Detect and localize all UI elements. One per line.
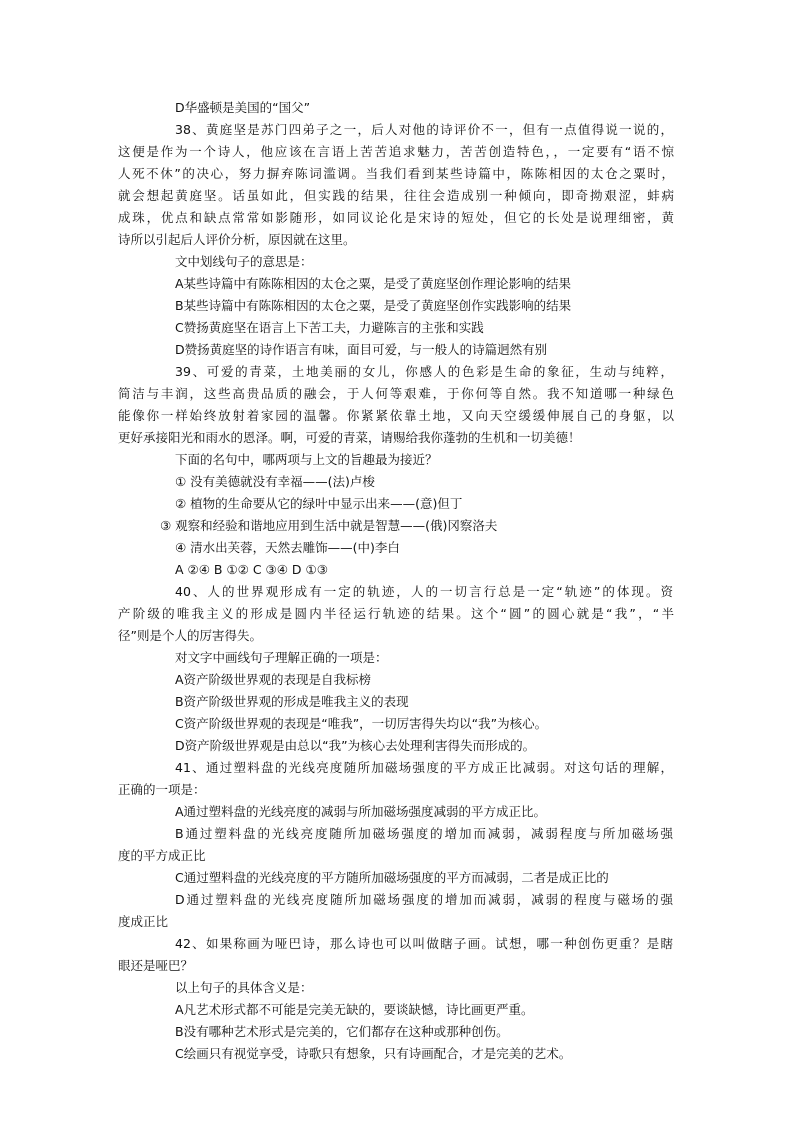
q42-paragraph-line: 眼还是哑巴？	[118, 958, 194, 973]
q38-paragraph-line: 38、黄庭坚是苏门四弟子之一，后人对他的诗评价不一，但有一点值得说一说的，	[175, 122, 673, 137]
q39-paragraph-line: 更好承接阳光和雨水的恩泽。啊，可爱的青菜，请赐给我你蓬勃的生机和一切美德！	[118, 430, 581, 445]
q38-paragraph-line: 这便是作为一个诗人，他应该在言语上苦苦追求魅力，苦苦创造特色，，一定要有“语不惊	[118, 144, 674, 159]
q42-option-a: A凡艺术形式都不可能是完美无缺的，要谈缺憾，诗比画更严重。	[175, 1002, 534, 1017]
q38-paragraph-line: 诗所以引起后人评价分析，原因就在这里。	[118, 232, 356, 247]
q38-paragraph-line: 就会想起黄庭坚。话虽如此，但实践的结果，往往会造成别一种倾向，即奇拗艰涩，蚌病	[118, 188, 674, 203]
q42-option-c: C绘画只有视觉享受，诗歌只有想象，只有诗画配合，才是完美的艺术。	[175, 1046, 572, 1061]
q39-options: A ②④ B ①② C ③④ D ①③	[175, 562, 328, 577]
q42-option-b: B没有哪种艺术形式是完美的，它们都存在这种或那种创伤。	[175, 1024, 509, 1039]
q39-quote-4: ④ 清水出芙蓉，天然去雕饰——(中)李白	[175, 540, 400, 555]
q39-prompt: 下面的名句中，哪两项与上文的旨趣最为接近？	[175, 452, 438, 467]
q40-paragraph-line: 40、人的世界观形成有一定的轨迹，人的一切言行总是一定“轨迹”的体现。资	[175, 584, 673, 599]
q41-paragraph-line: 41、通过塑料盘的光线亮度随所加磁场强度的平方成正比减弱。对这句话的理解，	[175, 760, 673, 775]
q41-option-d-cont: 度成正比	[118, 914, 169, 929]
q40-paragraph-line: 径”则是个人的厉害得失。	[118, 628, 262, 643]
q39-quote-3: ③ 观察和经验和谐地应用到生活中就是智慧——(俄)冈察洛夫	[160, 518, 498, 533]
q40-option-a: A资产阶级世界观的表现是自我标榜	[175, 672, 372, 687]
q40-option-d: D资产阶级世界观是由总以“我”为核心去处理利害得失而形成的。	[175, 738, 536, 753]
q42-paragraph-line: 42、如果称画为哑巴诗，那么诗也可以叫做瞎子画。试想，哪一种创伤更重？是瞎	[175, 936, 673, 951]
q39-quote-1: ① 没有美德就没有幸福——(法)卢梭	[175, 474, 375, 489]
q38-option-a: A某些诗篇中有陈陈相因的太仓之粟，是受了黄庭坚创作理论影响的结果	[175, 276, 572, 291]
q39-paragraph-line: 39、可爱的青菜，土地美丽的女儿，你感人的色彩是生命的象征，生动与纯粹，	[175, 364, 673, 379]
q40-prompt: 对文字中画线句子理解正确的一项是：	[175, 650, 388, 665]
q41-paragraph-line: 正确的一项是：	[118, 782, 206, 797]
q39-paragraph-line: 能像你一样始终放射着家园的温馨。你紧紧依靠土地，又向天空缓缓伸展自己的身躯，以	[118, 408, 674, 423]
q39-quote-2: ② 植物的生命要从它的绿叶中显示出来——(意)但丁	[175, 496, 463, 511]
q38-option-d: D赞扬黄庭坚的诗作语言有味，面目可爱，与一般人的诗篇迥然有别	[175, 342, 548, 357]
q42-prompt: 以上句子的具体含义是：	[175, 980, 313, 995]
q41-option-d: D通过塑料盘的光线亮度随所加磁场强度的增加而减弱，减弱的程度与磁场的强	[175, 892, 673, 907]
q38-paragraph-line: 人死不休”的决心，努力摒弃陈词滥调。当我们看到某些诗篇中，陈陈相因的太仓之粟时，	[118, 166, 674, 181]
q40-paragraph-line: 产阶级的唯我主义的形成是圆内半径运行轨迹的结果。这个“圆”的圆心就是“我”，“半	[118, 606, 674, 621]
q38-paragraph-line: 成珠，优点和缺点常常如影随形，如同议论化是宋诗的短处，但它的长处是说理细密，黄	[118, 210, 674, 225]
q38-prompt: 文中划线句子的意思是：	[175, 254, 313, 269]
q41-option-c: C通过塑料盘的光线亮度的平方随所加磁场强度的平方而减弱，二者是成正比的	[175, 870, 609, 885]
q39-paragraph-line: 简洁与丰润，这些高贵品质的融会，于人何等艰难，于你何等自然。我不知道哪一种绿色	[118, 386, 674, 401]
q40-option-c: C资产阶级世界观的表现是“唯我”，一切厉害得失均以“我”为核心。	[175, 716, 548, 731]
q41-option-a: A通过塑料盘的光线亮度的减弱与所加磁场强度减弱的平方成正比。	[175, 804, 547, 819]
q38-option-c: C赞扬黄庭坚在语言上下苦工夫，力避陈言的主张和实践	[175, 320, 484, 335]
q41-option-b: B通过塑料盘的光线亮度随所加磁场强度的增加而减弱，减弱程度与所加磁场强	[175, 826, 673, 841]
answer-option-d-washington: D华盛顿是美国的“国父”	[175, 100, 311, 115]
q41-option-b-cont: 度的平方成正比	[118, 848, 206, 863]
q40-option-b: B资产阶级世界观的形成是唯我主义的表现	[175, 694, 409, 709]
q38-option-b: B某些诗篇中有陈陈相因的太仓之粟，是受了黄庭坚创作实践影响的结果	[175, 298, 572, 313]
